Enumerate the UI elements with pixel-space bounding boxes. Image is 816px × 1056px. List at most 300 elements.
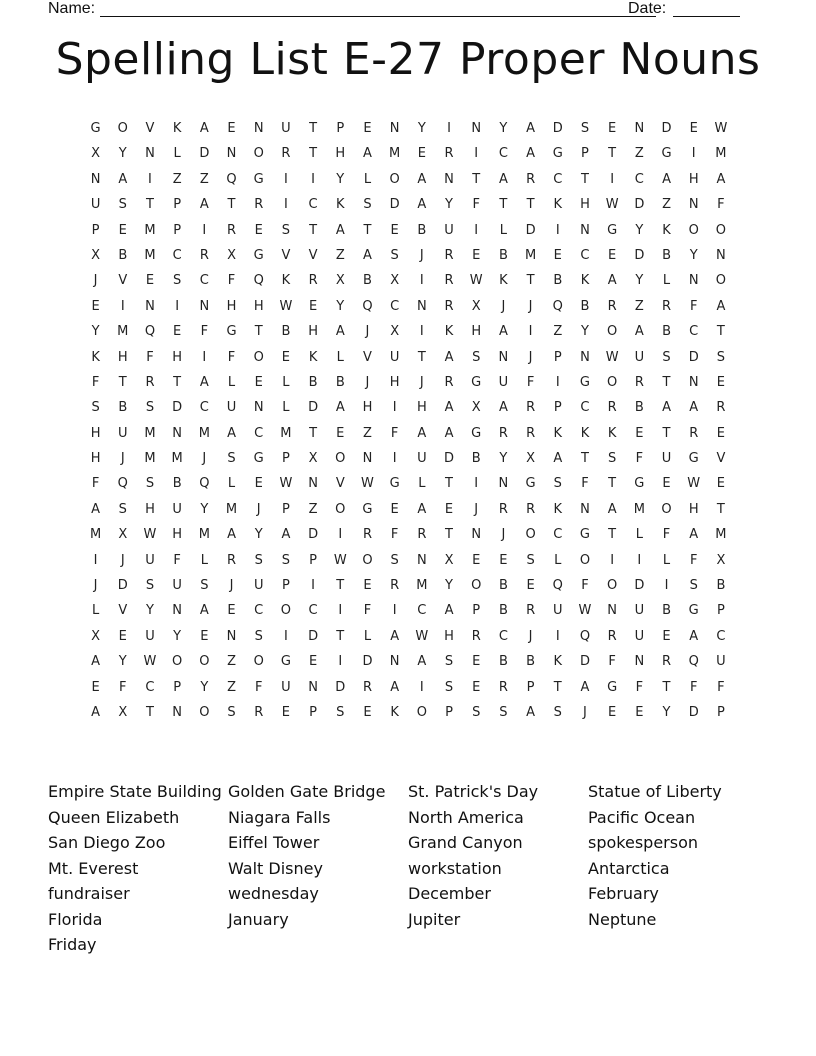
grid-letter[interactable]: X: [716, 552, 726, 568]
grid-letter[interactable]: E: [472, 552, 481, 568]
grid-letter[interactable]: H: [444, 628, 454, 644]
grid-letter[interactable]: E: [91, 298, 100, 314]
grid-letter[interactable]: P: [281, 501, 290, 517]
grid-letter[interactable]: D: [362, 654, 373, 670]
grid-letter[interactable]: G: [253, 451, 264, 467]
grid-letter[interactable]: E: [173, 324, 182, 340]
grid-letter[interactable]: F: [635, 679, 644, 695]
grid-letter[interactable]: E: [662, 476, 671, 492]
grid-letter[interactable]: A: [417, 171, 427, 187]
grid-letter[interactable]: M: [280, 425, 292, 441]
grid-letter[interactable]: P: [553, 400, 562, 416]
grid-letter[interactable]: K: [553, 501, 563, 517]
grid-letter[interactable]: N: [389, 121, 400, 136]
grid-letter[interactable]: M: [524, 247, 537, 263]
grid-letter[interactable]: G: [471, 374, 482, 390]
grid-letter[interactable]: O: [688, 222, 699, 238]
grid-letter[interactable]: R: [145, 374, 155, 390]
grid-letter[interactable]: W: [415, 628, 429, 644]
grid-letter[interactable]: F: [717, 197, 725, 213]
grid-letter[interactable]: G: [607, 222, 618, 238]
grid-letter[interactable]: T: [309, 121, 318, 136]
grid-letter[interactable]: T: [716, 501, 725, 517]
grid-letter[interactable]: G: [471, 425, 482, 441]
grid-letter[interactable]: E: [608, 247, 617, 263]
grid-letter[interactable]: D: [308, 527, 319, 543]
grid-letter[interactable]: Q: [117, 476, 128, 492]
grid-letter[interactable]: Q: [688, 654, 699, 670]
grid-letter[interactable]: G: [253, 247, 264, 263]
grid-letter[interactable]: N: [498, 349, 509, 365]
grid-letter[interactable]: L: [227, 374, 236, 390]
grid-letter[interactable]: A: [335, 324, 345, 340]
grid-letter[interactable]: K: [580, 273, 590, 289]
grid-letter[interactable]: S: [689, 578, 698, 594]
grid-letter[interactable]: F: [717, 679, 725, 695]
grid-letter[interactable]: F: [91, 374, 100, 390]
grid-letter[interactable]: S: [390, 552, 399, 568]
grid-letter[interactable]: R: [444, 298, 454, 314]
grid-letter[interactable]: O: [280, 603, 292, 619]
grid-letter[interactable]: J: [419, 247, 424, 263]
grid-letter[interactable]: N: [172, 603, 183, 619]
grid-letter[interactable]: Z: [634, 146, 644, 162]
grid-letter[interactable]: V: [145, 121, 155, 136]
grid-letter[interactable]: F: [390, 425, 399, 441]
grid-letter[interactable]: Y: [200, 501, 209, 517]
grid-letter[interactable]: W: [143, 654, 157, 670]
grid-letter[interactable]: M: [633, 501, 645, 517]
grid-letter[interactable]: S: [363, 197, 372, 213]
grid-letter[interactable]: S: [227, 451, 236, 467]
grid-letter[interactable]: N: [634, 121, 645, 136]
grid-letter[interactable]: A: [553, 451, 563, 467]
grid-letter[interactable]: Y: [200, 679, 209, 695]
grid-letter[interactable]: S: [91, 400, 100, 416]
grid-letter[interactable]: E: [526, 578, 535, 594]
grid-letter[interactable]: T: [145, 197, 154, 213]
grid-letter[interactable]: O: [335, 501, 346, 517]
grid-letter[interactable]: I: [338, 603, 343, 619]
grid-letter[interactable]: O: [253, 349, 264, 365]
grid-letter[interactable]: G: [579, 374, 590, 390]
grid-letter[interactable]: M: [715, 146, 727, 162]
grid-letter[interactable]: U: [118, 425, 128, 441]
grid-letter[interactable]: I: [392, 451, 397, 467]
grid-letter[interactable]: R: [498, 679, 508, 695]
grid-letter[interactable]: E: [281, 704, 291, 720]
grid-letter[interactable]: R: [227, 552, 237, 568]
grid-letter[interactable]: A: [390, 628, 400, 644]
grid-letter[interactable]: P: [173, 222, 182, 238]
grid-letter[interactable]: W: [605, 197, 619, 213]
grid-letter[interactable]: T: [580, 451, 589, 467]
grid-letter[interactable]: J: [120, 552, 125, 568]
grid-letter[interactable]: O: [607, 578, 618, 594]
grid-letter[interactable]: E: [472, 654, 481, 670]
grid-letter[interactable]: A: [417, 197, 427, 213]
grid-letter[interactable]: A: [335, 222, 345, 238]
grid-letter[interactable]: H: [172, 527, 183, 543]
grid-letter[interactable]: W: [333, 552, 347, 568]
grid-letter[interactable]: I: [202, 222, 207, 238]
grid-letter[interactable]: O: [661, 501, 672, 517]
grid-letter[interactable]: V: [118, 273, 128, 289]
grid-letter[interactable]: C: [199, 273, 209, 289]
grid-letter[interactable]: L: [227, 476, 236, 492]
grid-letter[interactable]: I: [555, 628, 560, 644]
grid-letter[interactable]: E: [227, 603, 236, 619]
grid-letter[interactable]: T: [336, 628, 345, 644]
grid-letter[interactable]: X: [335, 273, 345, 289]
grid-letter[interactable]: C: [199, 400, 209, 416]
grid-letter[interactable]: A: [91, 501, 101, 517]
grid-letter[interactable]: I: [555, 222, 560, 238]
grid-letter[interactable]: G: [552, 146, 563, 162]
grid-letter[interactable]: A: [526, 146, 536, 162]
grid-letter[interactable]: A: [689, 527, 699, 543]
grid-letter[interactable]: G: [226, 324, 237, 340]
date-field-line[interactable]: [673, 16, 740, 17]
grid-letter[interactable]: S: [145, 400, 155, 416]
grid-letter[interactable]: R: [607, 400, 617, 416]
grid-letter[interactable]: Y: [173, 628, 182, 644]
grid-letter[interactable]: X: [471, 298, 481, 314]
grid-letter[interactable]: B: [662, 603, 671, 619]
grid-letter[interactable]: Y: [635, 273, 644, 289]
grid-letter[interactable]: D: [389, 197, 400, 213]
grid-letter[interactable]: V: [281, 247, 291, 263]
grid-letter[interactable]: E: [227, 121, 236, 136]
grid-letter[interactable]: E: [553, 247, 562, 263]
grid-letter[interactable]: J: [365, 374, 370, 390]
grid-letter[interactable]: R: [526, 425, 536, 441]
grid-letter[interactable]: Y: [499, 121, 508, 136]
grid-letter[interactable]: U: [444, 222, 454, 238]
grid-letter[interactable]: B: [498, 578, 508, 594]
grid-letter[interactable]: A: [444, 425, 454, 441]
grid-letter[interactable]: V: [363, 349, 372, 365]
grid-letter[interactable]: I: [637, 552, 642, 568]
grid-letter[interactable]: U: [716, 654, 726, 670]
grid-letter[interactable]: N: [444, 171, 454, 187]
grid-letter[interactable]: Y: [662, 704, 671, 720]
grid-letter[interactable]: N: [199, 298, 210, 314]
grid-letter[interactable]: I: [419, 324, 424, 340]
grid-letter[interactable]: V: [308, 247, 318, 263]
grid-letter[interactable]: I: [610, 171, 615, 187]
grid-letter[interactable]: R: [607, 298, 617, 314]
grid-letter[interactable]: O: [389, 171, 400, 187]
grid-letter[interactable]: N: [471, 527, 482, 543]
grid-letter[interactable]: P: [445, 704, 453, 720]
grid-letter[interactable]: L: [282, 374, 290, 390]
grid-letter[interactable]: P: [472, 603, 481, 619]
grid-letter[interactable]: E: [118, 222, 127, 238]
grid-letter[interactable]: F: [119, 679, 127, 695]
grid-letter[interactable]: X: [444, 552, 454, 568]
grid-letter[interactable]: S: [526, 552, 535, 568]
grid-letter[interactable]: M: [198, 425, 210, 441]
grid-letter[interactable]: B: [281, 324, 291, 340]
grid-letter[interactable]: U: [634, 628, 645, 644]
grid-letter[interactable]: H: [90, 425, 101, 441]
grid-letter[interactable]: W: [687, 476, 701, 492]
grid-letter[interactable]: O: [715, 273, 727, 289]
grid-letter[interactable]: K: [553, 197, 563, 213]
grid-letter[interactable]: Y: [417, 121, 426, 136]
grid-letter[interactable]: A: [444, 603, 454, 619]
grid-letter[interactable]: A: [689, 400, 699, 416]
grid-letter[interactable]: A: [689, 628, 699, 644]
grid-letter[interactable]: J: [365, 324, 370, 340]
grid-letter[interactable]: U: [172, 578, 182, 594]
grid-letter[interactable]: D: [525, 222, 536, 238]
grid-letter[interactable]: O: [199, 654, 210, 670]
grid-letter[interactable]: S: [444, 679, 454, 695]
grid-letter[interactable]: A: [363, 146, 372, 162]
grid-letter[interactable]: O: [199, 704, 210, 720]
grid-letter[interactable]: U: [498, 374, 509, 390]
grid-letter[interactable]: E: [608, 704, 617, 720]
grid-letter[interactable]: S: [662, 349, 671, 365]
grid-letter[interactable]: P: [309, 704, 318, 720]
grid-letter[interactable]: R: [254, 704, 264, 720]
grid-letter[interactable]: T: [173, 374, 182, 390]
grid-letter[interactable]: O: [607, 324, 618, 340]
grid-letter[interactable]: U: [553, 603, 563, 619]
grid-letter[interactable]: E: [608, 121, 617, 136]
grid-letter[interactable]: S: [553, 704, 562, 720]
grid-letter[interactable]: N: [90, 171, 101, 187]
grid-letter[interactable]: B: [471, 451, 481, 467]
grid-letter[interactable]: N: [172, 425, 183, 441]
grid-letter[interactable]: J: [93, 273, 98, 289]
grid-letter[interactable]: A: [417, 654, 427, 670]
grid-letter[interactable]: L: [662, 552, 671, 568]
grid-letter[interactable]: Z: [634, 298, 644, 314]
grid-letter[interactable]: H: [389, 374, 400, 390]
grid-letter[interactable]: W: [605, 349, 619, 365]
grid-letter[interactable]: K: [444, 324, 454, 340]
grid-letter[interactable]: T: [336, 578, 345, 594]
grid-letter[interactable]: D: [308, 628, 319, 644]
grid-letter[interactable]: T: [662, 679, 671, 695]
grid-letter[interactable]: P: [336, 121, 345, 136]
grid-letter[interactable]: N: [471, 121, 482, 136]
grid-letter[interactable]: I: [447, 121, 451, 136]
grid-letter[interactable]: A: [199, 374, 209, 390]
grid-letter[interactable]: N: [145, 146, 155, 162]
grid-letter[interactable]: I: [283, 197, 288, 213]
grid-letter[interactable]: A: [662, 171, 671, 187]
grid-letter[interactable]: R: [390, 578, 400, 594]
grid-letter[interactable]: G: [389, 476, 400, 492]
grid-letter[interactable]: I: [555, 374, 560, 390]
grid-letter[interactable]: H: [90, 451, 101, 467]
grid-letter[interactable]: E: [689, 121, 698, 136]
grid-letter[interactable]: N: [226, 628, 237, 644]
grid-letter[interactable]: G: [90, 121, 101, 136]
grid-letter[interactable]: T: [526, 197, 535, 213]
grid-letter[interactable]: H: [226, 298, 237, 314]
grid-letter[interactable]: S: [200, 578, 209, 594]
grid-letter[interactable]: M: [198, 527, 210, 543]
grid-letter[interactable]: G: [661, 146, 672, 162]
grid-letter[interactable]: O: [579, 552, 591, 568]
grid-letter[interactable]: S: [608, 451, 617, 467]
grid-letter[interactable]: R: [444, 146, 454, 162]
grid-letter[interactable]: P: [716, 603, 725, 619]
grid-letter[interactable]: L: [173, 146, 181, 162]
grid-letter[interactable]: G: [688, 603, 699, 619]
grid-letter[interactable]: A: [335, 400, 345, 416]
grid-letter[interactable]: E: [499, 552, 508, 568]
grid-letter[interactable]: N: [416, 298, 427, 314]
grid-letter[interactable]: W: [143, 527, 157, 543]
grid-letter[interactable]: M: [117, 324, 129, 340]
grid-letter[interactable]: Z: [199, 171, 209, 187]
grid-letter[interactable]: M: [389, 146, 401, 162]
grid-letter[interactable]: P: [281, 578, 290, 594]
grid-letter[interactable]: S: [254, 628, 263, 644]
grid-letter[interactable]: L: [282, 400, 290, 416]
grid-letter[interactable]: R: [662, 654, 672, 670]
grid-letter[interactable]: N: [253, 400, 264, 416]
grid-letter[interactable]: R: [362, 527, 372, 543]
grid-letter[interactable]: E: [91, 679, 100, 695]
grid-letter[interactable]: F: [91, 476, 100, 492]
grid-letter[interactable]: Y: [336, 171, 345, 187]
grid-letter[interactable]: T: [580, 171, 589, 187]
grid-letter[interactable]: M: [416, 578, 428, 594]
grid-letter[interactable]: F: [363, 603, 372, 619]
grid-letter[interactable]: M: [144, 222, 156, 238]
grid-letter[interactable]: A: [91, 704, 101, 720]
grid-letter[interactable]: C: [553, 527, 563, 543]
grid-letter[interactable]: H: [335, 146, 346, 162]
grid-letter[interactable]: U: [634, 349, 645, 365]
grid-letter[interactable]: J: [528, 628, 533, 644]
grid-letter[interactable]: U: [172, 501, 182, 517]
grid-letter[interactable]: T: [608, 146, 617, 162]
grid-letter[interactable]: R: [662, 298, 672, 314]
grid-letter[interactable]: S: [499, 704, 508, 720]
grid-letter[interactable]: W: [578, 603, 592, 619]
grid-letter[interactable]: J: [419, 374, 424, 390]
grid-letter[interactable]: F: [173, 552, 181, 568]
grid-letter[interactable]: N: [145, 298, 155, 314]
grid-letter[interactable]: E: [254, 374, 263, 390]
grid-letter[interactable]: T: [445, 527, 453, 543]
grid-letter[interactable]: X: [91, 628, 101, 644]
grid-letter[interactable]: D: [634, 247, 645, 263]
grid-letter[interactable]: E: [716, 374, 726, 390]
grid-letter[interactable]: Y: [118, 654, 127, 670]
grid-letter[interactable]: G: [253, 171, 264, 187]
grid-letter[interactable]: Z: [662, 197, 671, 213]
grid-letter[interactable]: E: [444, 501, 454, 517]
grid-letter[interactable]: K: [662, 222, 671, 238]
grid-letter[interactable]: A: [498, 400, 508, 416]
grid-letter[interactable]: Y: [145, 603, 154, 619]
grid-letter[interactable]: S: [444, 654, 454, 670]
grid-letter[interactable]: A: [716, 298, 726, 314]
grid-letter[interactable]: N: [688, 273, 699, 289]
grid-letter[interactable]: K: [580, 425, 590, 441]
grid-letter[interactable]: P: [581, 146, 589, 162]
grid-letter[interactable]: L: [91, 603, 100, 619]
grid-letter[interactable]: U: [253, 578, 264, 594]
grid-letter[interactable]: H: [362, 400, 373, 416]
grid-letter[interactable]: C: [498, 628, 508, 644]
grid-letter[interactable]: X: [227, 247, 236, 263]
grid-letter[interactable]: M: [144, 425, 156, 441]
grid-letter[interactable]: Q: [362, 298, 373, 314]
grid-letter[interactable]: N: [580, 349, 590, 365]
grid-letter[interactable]: C: [689, 324, 699, 340]
grid-letter[interactable]: R: [362, 679, 372, 695]
grid-letter[interactable]: F: [472, 197, 480, 213]
grid-letter[interactable]: S: [254, 552, 263, 568]
grid-letter[interactable]: L: [499, 222, 508, 238]
grid-letter[interactable]: D: [335, 679, 346, 695]
grid-letter[interactable]: A: [199, 121, 209, 136]
grid-letter[interactable]: I: [528, 324, 533, 340]
grid-letter[interactable]: A: [417, 501, 427, 517]
grid-letter[interactable]: D: [688, 349, 699, 365]
grid-letter[interactable]: B: [553, 273, 563, 289]
grid-letter[interactable]: T: [417, 349, 426, 365]
grid-letter[interactable]: S: [336, 704, 345, 720]
grid-letter[interactable]: R: [444, 273, 454, 289]
grid-letter[interactable]: I: [93, 552, 98, 568]
grid-letter[interactable]: S: [472, 349, 481, 365]
grid-letter[interactable]: E: [417, 146, 426, 162]
grid-letter[interactable]: O: [362, 552, 373, 568]
grid-letter[interactable]: F: [581, 578, 589, 594]
grid-letter[interactable]: A: [281, 527, 291, 543]
grid-letter[interactable]: I: [419, 679, 424, 695]
grid-letter[interactable]: N: [389, 654, 400, 670]
grid-letter[interactable]: P: [91, 222, 100, 238]
grid-letter[interactable]: Q: [253, 273, 264, 289]
grid-letter[interactable]: U: [226, 400, 237, 416]
grid-letter[interactable]: E: [200, 628, 209, 644]
grid-letter[interactable]: U: [281, 679, 291, 695]
grid-letter[interactable]: Z: [172, 171, 182, 187]
grid-letter[interactable]: L: [336, 349, 344, 365]
grid-letter[interactable]: I: [610, 552, 615, 568]
grid-letter[interactable]: N: [580, 222, 590, 238]
grid-letter[interactable]: C: [553, 171, 563, 187]
grid-letter[interactable]: T: [309, 425, 318, 441]
grid-letter[interactable]: P: [173, 679, 182, 695]
grid-letter[interactable]: I: [148, 171, 152, 187]
grid-letter[interactable]: A: [417, 425, 427, 441]
grid-letter[interactable]: U: [661, 451, 672, 467]
grid-letter[interactable]: U: [145, 628, 155, 644]
grid-letter[interactable]: K: [553, 654, 563, 670]
grid-letter[interactable]: T: [553, 679, 562, 695]
grid-letter[interactable]: Y: [580, 324, 589, 340]
grid-letter[interactable]: S: [281, 222, 291, 238]
grid-letter[interactable]: F: [227, 273, 236, 289]
grid-letter[interactable]: Q: [552, 298, 563, 314]
grid-letter[interactable]: F: [390, 527, 399, 543]
grid-letter[interactable]: I: [311, 578, 316, 594]
grid-letter[interactable]: R: [199, 247, 209, 263]
